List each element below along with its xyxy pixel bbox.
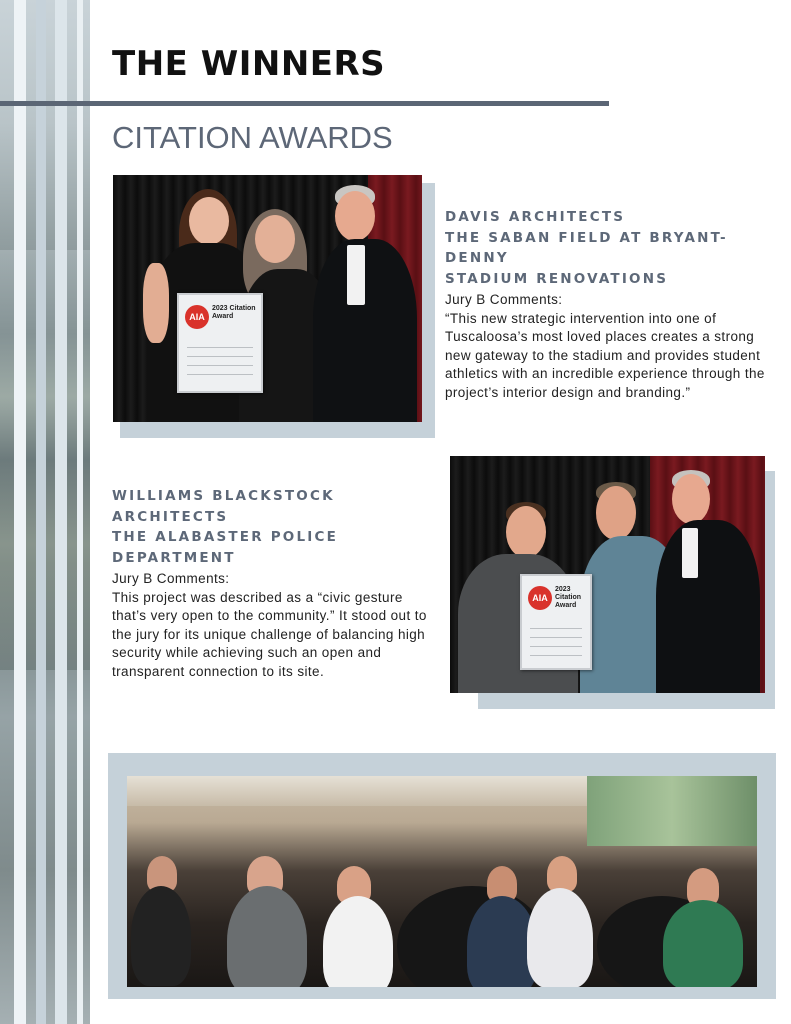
aia-logo: AIA — [528, 586, 552, 610]
jury-label: Jury B Comments: — [445, 292, 563, 307]
title-divider — [0, 101, 609, 106]
award-photo-davis — [113, 175, 422, 422]
project-name: THE SABAN FIELD AT BRYANT-DENNY — [445, 229, 728, 266]
award-entry-williams-blackstock — [112, 486, 437, 681]
plaque-title: 2023 Citation Award — [212, 305, 256, 320]
project-name: THE ALABASTER POLICE DEPARTMENT — [112, 529, 339, 566]
stripe — [14, 0, 26, 1024]
section-subtitle: CITATION AWARDS — [112, 120, 393, 155]
stripe — [36, 0, 46, 1024]
stripe — [90, 0, 100, 1024]
jury-label: Jury B Comments: — [112, 571, 230, 586]
jury-comment: “This new strategic intervention into one of Tuscaloosa’s most loved places creates a strong new gateway to the stadium and provides student athletics with an incredible experience through the project’s interior design and branding.” — [445, 310, 765, 400]
project-name-continued: STADIUM RENOVATIONS — [445, 270, 669, 287]
aia-logo: AIA — [185, 305, 209, 329]
decorative-side-strip — [0, 0, 100, 1024]
plaque-title: 2023 Citation Award — [555, 586, 582, 609]
award-plaque — [520, 574, 592, 670]
award-plaque — [177, 293, 263, 393]
award-entry-davis — [445, 207, 775, 402]
stripe — [55, 0, 67, 1024]
page-title: THE WINNERS — [112, 44, 386, 84]
event-crowd-photo — [127, 776, 757, 987]
jury-comment: This project was described as a “civic gesture that’s very open to the community.” It stood out to the jury for its unique challenge of balancing high security while achieving such an open and transparent connection to its site. — [112, 589, 427, 679]
stripe — [77, 0, 83, 1024]
award-photo-williams-blackstock — [450, 456, 765, 693]
firm-name: WILLIAMS BLACKSTOCK ARCHITECTS — [112, 488, 335, 525]
firm-name: DAVIS ARCHITECTS — [445, 209, 626, 225]
